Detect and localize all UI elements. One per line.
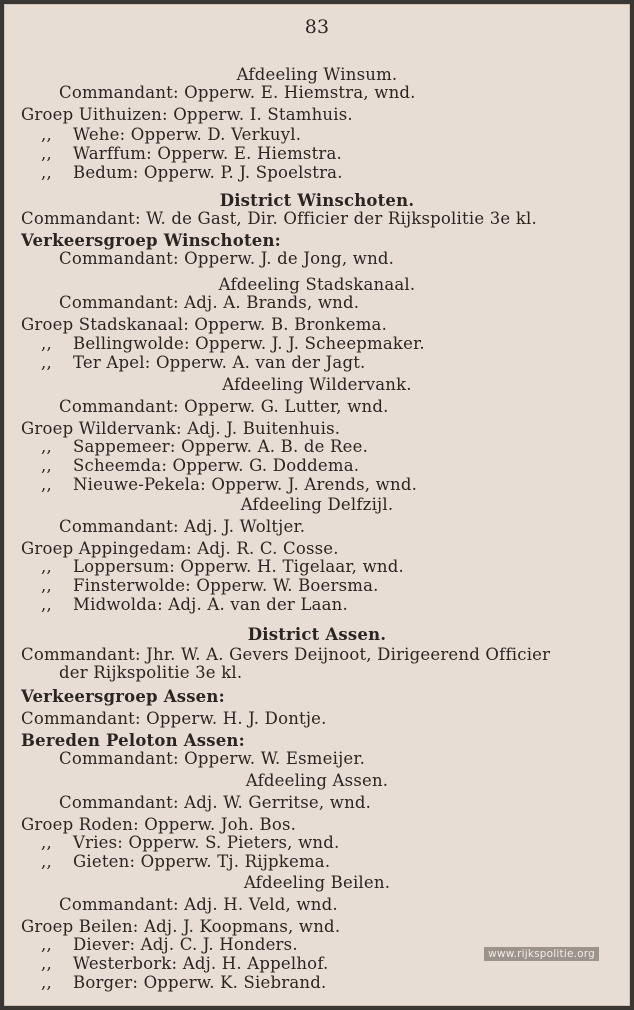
group-line: Groep Roden: Opperw. Joh. Bos. xyxy=(21,815,297,834)
ditto-mark: ,, xyxy=(41,334,52,353)
group-text: Wehe: Opperw. D. Verkuyl. xyxy=(73,125,302,144)
ditto-mark: ,, xyxy=(41,973,52,992)
group-line: Groep Wildervank: Adj. J. Buitenhuis. xyxy=(21,419,341,438)
ditto-mark: ,, xyxy=(41,125,52,144)
commandant-line: Commandant: Opperw. J. de Jong, wnd. xyxy=(59,249,395,268)
group-line xyxy=(41,334,425,354)
ditto-mark: ,, xyxy=(41,935,52,954)
page-number: 83 xyxy=(304,16,330,38)
ditto-mark: ,, xyxy=(41,576,52,595)
group-text: Finsterwolde: Opperw. W. Boersma. xyxy=(73,576,379,595)
group-line xyxy=(41,475,417,495)
commandant-line: Commandant: Jhr. W. A. Gevers Deijnoot, Dirigeerend Officier xyxy=(21,645,551,664)
section-heading-stadskanaal: Afdeeling Stadskanaal. xyxy=(218,275,416,294)
group-line: Groep Appingedam: Adj. R. C. Cosse. xyxy=(21,539,339,558)
group-text: Bellingwolde: Opperw. J. J. Scheepmaker. xyxy=(73,334,425,353)
ditto-mark: ,, xyxy=(41,833,52,852)
commandant-line: Commandant: Adj. H. Veld, wnd. xyxy=(59,895,338,914)
section-heading-winsum: Afdeeling Winsum. xyxy=(236,65,398,84)
commandant-line: Commandant: Opperw. E. Hiemstra, wnd. xyxy=(59,83,416,102)
section-heading-wildervank: Afdeeling Wildervank. xyxy=(222,375,412,394)
group-text: Sappemeer: Opperw. A. B. de Ree. xyxy=(73,437,369,456)
group-line xyxy=(41,852,330,872)
ditto-mark: ,, xyxy=(41,954,52,973)
group-line xyxy=(41,437,368,457)
ditto-mark: ,, xyxy=(41,557,52,576)
district-heading-winschoten: District Winschoten. xyxy=(219,191,415,210)
group-line: Groep Uithuizen: Opperw. I. Stamhuis. xyxy=(21,105,353,124)
ditto-mark: ,, xyxy=(41,144,52,163)
commandant-line: Commandant: Opperw. W. Esmeijer. xyxy=(59,749,366,768)
group-line xyxy=(41,163,343,183)
ditto-mark: ,, xyxy=(41,437,52,456)
group-line xyxy=(41,557,404,577)
group-text: Borger: Opperw. K. Siebrand. xyxy=(73,973,327,992)
group-text: Nieuwe-Pekela: Opperw. J. Arends, wnd. xyxy=(73,475,418,494)
group-text: Midwolda: Adj. A. van der Laan. xyxy=(73,595,348,614)
ditto-mark: ,, xyxy=(41,456,52,475)
document-page xyxy=(4,4,630,1006)
group-text: Westerbork: Adj. H. Appelhof. xyxy=(73,954,329,973)
ditto-mark: ,, xyxy=(41,353,52,372)
group-text: Scheemda: Opperw. G. Doddema. xyxy=(73,456,360,475)
watermark: www.rijkspolitie.org xyxy=(484,947,599,961)
group-text: Diever: Adj. C. J. Honders. xyxy=(73,935,298,954)
commandant-line: Commandant: W. de Gast, Dir. Officier der Rijkspolitie 3e kl. xyxy=(21,209,537,228)
section-heading-assen: Afdeeling Assen. xyxy=(245,771,389,790)
ditto-mark: ,, xyxy=(41,475,52,494)
group-text: Vries: Opperw. S. Pieters, wnd. xyxy=(73,833,340,852)
group-line xyxy=(41,973,326,993)
group-line xyxy=(41,935,298,955)
group-line xyxy=(41,954,328,974)
section-heading-delfzijl: Afdeeling Delfzijl. xyxy=(240,495,394,514)
ditto-mark: ,, xyxy=(41,163,52,182)
section-heading-beilen: Afdeeling Beilen. xyxy=(243,873,391,892)
group-line xyxy=(41,144,342,164)
group-text: Loppersum: Opperw. H. Tigelaar, wnd. xyxy=(73,557,404,576)
verkeersgroep-heading: Verkeersgroep Assen: xyxy=(21,687,225,706)
commandant-line: Commandant: Adj. W. Gerritse, wnd. xyxy=(59,793,372,812)
group-line: Groep Beilen: Adj. J. Koopmans, wnd. xyxy=(21,917,341,936)
group-line xyxy=(41,125,301,145)
verkeersgroep-heading: Verkeersgroep Winschoten: xyxy=(21,231,281,250)
group-line xyxy=(41,833,339,853)
ditto-mark: ,, xyxy=(41,595,52,614)
group-line xyxy=(41,595,348,615)
commandant-line: Commandant: Opperw. H. J. Dontje. xyxy=(21,709,327,728)
commandant-line: Commandant: Adj. J. Woltjer. xyxy=(59,517,306,536)
group-line: Groep Stadskanaal: Opperw. B. Bronkema. xyxy=(21,315,388,334)
group-text: Bedum: Opperw. P. J. Spoelstra. xyxy=(73,163,343,182)
group-line xyxy=(41,576,379,596)
group-text: Gieten: Opperw. Tj. Rijpkema. xyxy=(73,852,331,871)
group-text: Ter Apel: Opperw. A. van der Jagt. xyxy=(73,353,366,372)
group-line xyxy=(41,456,359,476)
peloton-heading: Bereden Peloton Assen: xyxy=(21,731,245,750)
commandant-line: Commandant: Opperw. G. Lutter, wnd. xyxy=(59,397,389,416)
district-heading-assen: District Assen. xyxy=(247,625,387,644)
ditto-mark: ,, xyxy=(41,852,52,871)
group-text: Warffum: Opperw. E. Hiemstra. xyxy=(73,144,342,163)
commandant-line-continued: der Rijkspolitie 3e kl. xyxy=(59,663,243,682)
group-line xyxy=(41,353,366,373)
commandant-line: Commandant: Adj. A. Brands, wnd. xyxy=(59,293,360,312)
